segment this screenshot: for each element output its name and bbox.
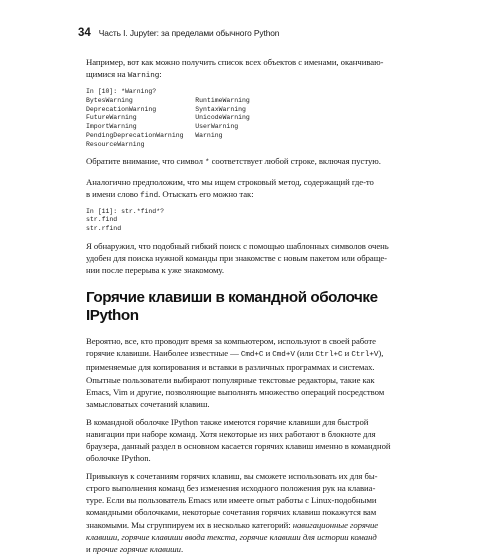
paragraph-text: и — [263, 348, 273, 359]
code-output-line: BytesWarning RuntimeWarning — [86, 96, 250, 104]
paragraph-text: применяемые для копирования и вставки в различных программах и системах. — [86, 362, 375, 373]
paragraph-text: . Отыскать его можно так: — [158, 188, 254, 199]
inline-code: find — [140, 191, 159, 200]
emphasis-text: прочие горячие клавиши — [92, 543, 181, 554]
paragraph-text: Я обнаружил, что подобный гибкий поиск с помощью шаблонных символов очень — [86, 240, 389, 251]
inline-code: Warning — [127, 72, 160, 81]
code-block-find — [86, 208, 414, 234]
paragraph-text: (или — [294, 348, 316, 359]
paragraph-asterisk-note — [86, 155, 414, 169]
paragraph-text: знакомыми. Мы сгруппируем их в несколько категорий: — [86, 519, 293, 530]
paragraph-text: Emacs, Vim и другие, позволяющие выполнять множество операций посредством — [86, 386, 385, 397]
paragraph-text: навигации при наборе команд. Хотя некоторые из них работают в блокноте для — [86, 428, 376, 439]
emphasis-text: навигационные горячие — [292, 519, 379, 530]
code-output-line: ResourceWarning — [86, 140, 145, 148]
inline-code: Ctrl+C — [315, 351, 343, 360]
inline-code: Cmd+C — [240, 351, 264, 360]
chapter-title: Часть I. Jupyter: за пределами обычного Python — [98, 28, 280, 38]
paragraph-text: . — [180, 543, 184, 554]
paragraph-text: в имени слово — [86, 188, 141, 199]
paragraph-text: Например, вот как можно получить список всех объектов с именами, оканчиваю- — [86, 57, 384, 67]
paragraph-text: Обратите внимание, что символ — [86, 156, 205, 167]
code-output-line: str.rfind — [86, 225, 122, 233]
paragraph-string-method — [86, 176, 414, 202]
paragraph-ipython-hotkeys — [86, 416, 414, 464]
code-output-line: str.find — [86, 216, 118, 224]
paragraph-wildcard-search — [86, 240, 414, 276]
running-header — [78, 27, 423, 45]
paragraph-text: , — [235, 531, 240, 542]
code-output-line: ImportWarning UserWarning — [86, 123, 239, 131]
paragraph-text: строго выполнения команд без изменения исходного положения рук на клавиа- — [86, 483, 376, 494]
paragraph-hotkeys-intro — [86, 335, 414, 410]
paragraph-text: : — [159, 69, 162, 80]
code-block-warning — [86, 88, 414, 149]
page-number: 34 — [78, 27, 91, 39]
inline-code: * — [204, 159, 210, 168]
paragraph-text: и — [86, 543, 93, 554]
paragraph-text: командными оболочками, некоторые сочетания горячих клавиш покажутся вам — [86, 507, 377, 518]
paragraph-text: оболочке IPython. — [86, 453, 151, 464]
paragraph-text: браузера, данный раздел в основном касается горячих клавиш именно в командной — [86, 441, 391, 451]
code-output-line: PendingDeprecationWarning Warning — [86, 131, 223, 139]
emphasis-text: горячие клавиши для истории команд — [239, 531, 377, 542]
paragraph-text: Привыкнув к сочетаниям горячих клавиш, вы сможете использовать их для бы- — [86, 471, 378, 482]
paragraph-text: соответствует любой строке, включая пустую. — [209, 156, 381, 167]
paragraph-text: удобен для поиска нужной команды при знакомстве с новым пакетом или обраще- — [86, 253, 388, 264]
paragraph-text: В командной оболочке IPython также имеются горячие клавиши для быстрой — [86, 416, 369, 427]
inline-code: Ctrl+V — [351, 351, 379, 360]
code-output-line: FutureWarning UnicodeWarning — [86, 114, 250, 122]
paragraph-text: щимися на — [86, 69, 128, 80]
paragraph-text: , — [117, 531, 122, 542]
code-prompt: In [10]: *Warning? — [86, 88, 157, 96]
paragraph-text: Вероятно, все, кто проводит время за компьютером, используют в своей работе — [86, 336, 376, 347]
section-heading: Горячие клавиши в командной оболочке IPython — [86, 289, 378, 325]
emphasis-text: горячие клавиши ввода текста — [121, 531, 236, 542]
paragraph-hotkey-categories — [86, 470, 414, 555]
code-output-line: DeprecationWarning SyntaxWarning — [86, 105, 246, 113]
paragraph-text: и — [342, 348, 352, 359]
paragraph-text: туре. Если вы пользователь Emacs или имеете опыт работы с Linux-подобными — [86, 495, 377, 506]
paragraph-text: Аналогично предположим, что мы ищем строковый метод, содержащий где-то — [86, 176, 374, 187]
paragraph-text: горячие клавиши. Наиболее известные — — [86, 348, 241, 359]
paragraph-text: ), — [378, 348, 384, 359]
emphasis-text: клавиши — [86, 531, 118, 542]
page-content — [86, 56, 414, 555]
paragraph-text: Опытные пользователи выбирают популярные текстовые редакторы, такие как — [86, 374, 375, 385]
code-prompt: In [11]: str.*find*? — [86, 207, 165, 215]
inline-code: Cmd+V — [272, 351, 295, 360]
paragraph-text: нии после перерыва к уже знакомому. — [86, 265, 224, 276]
paragraph-text: замысловатых сочетаний клавиш. — [86, 398, 210, 409]
paragraph-intro — [86, 56, 414, 82]
